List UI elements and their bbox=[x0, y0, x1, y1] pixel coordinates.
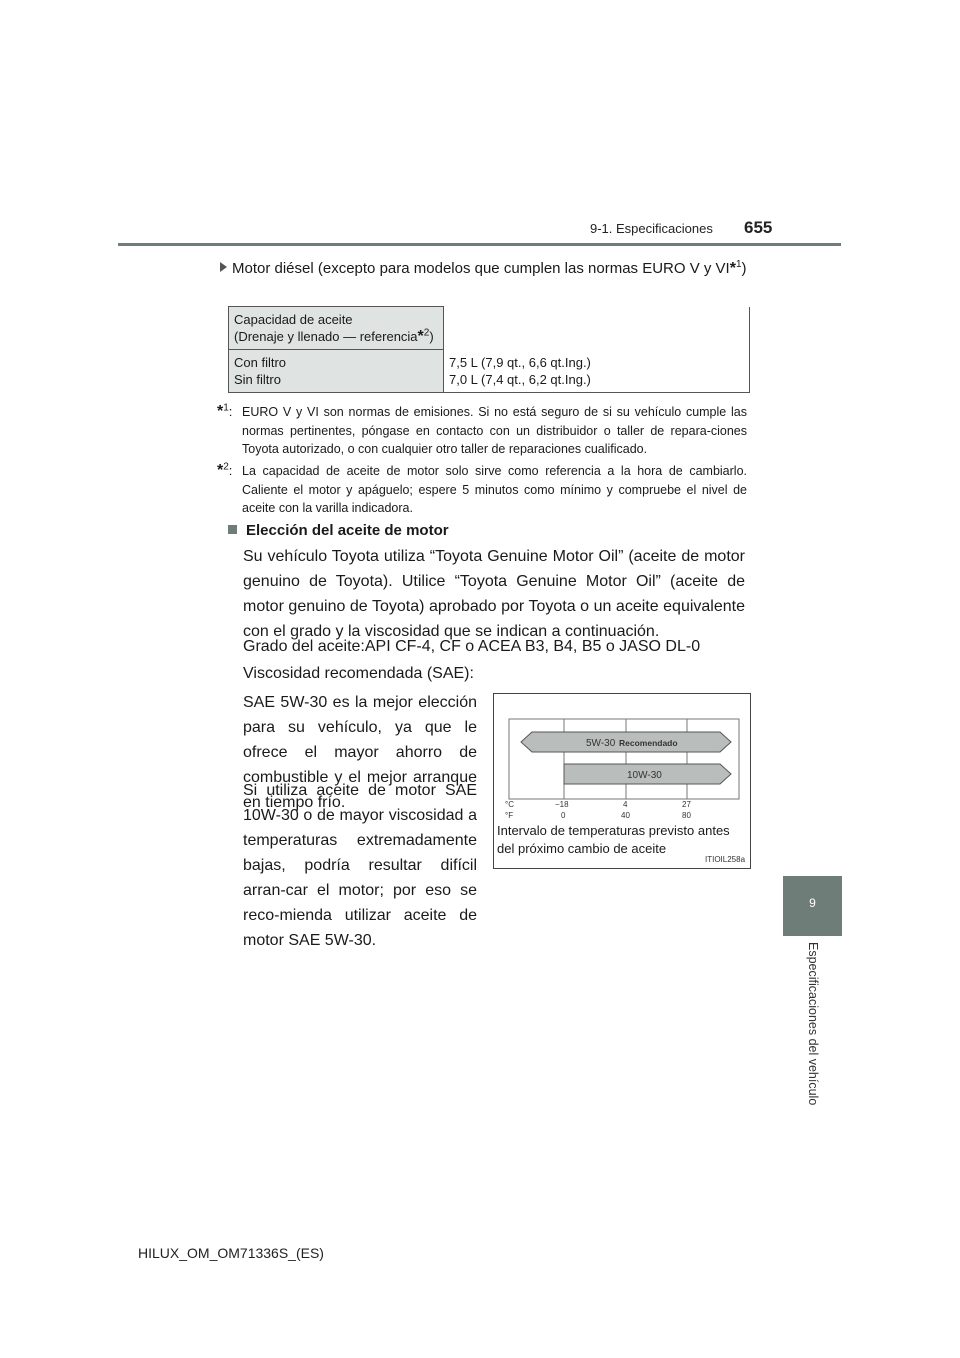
capacity-heading-line2: (Drenaje y llenado — referencia*$^2$) bbox=[234, 327, 434, 345]
page-number: 655 bbox=[744, 218, 773, 237]
footnote-1-text: EURO V y VI son normas de emisiones. Si no está seguro de si su vehículo cumple las normas pertinentes, póngase en contacto con un distribuidor o taller de repara-ciones Toyota autorizado, o con cualquier otro taller de reparaciones cualificado. bbox=[242, 405, 747, 456]
engine-bullet-text: Motor diésel (excepto para modelos que cumplen las normas EURO V y VI bbox=[232, 260, 730, 277]
viscosity-label: Viscosidad recomendada (SAE): bbox=[243, 665, 474, 682]
tick-f-80: 80 bbox=[682, 811, 691, 820]
capacity-label-without-filter: Sin filtro bbox=[234, 372, 281, 387]
running-header-section: 9-1. Especificaciones bbox=[590, 221, 713, 236]
capacity-value-with-filter: 7,5 L (7,9 qt., 6,6 qt.Ing.) bbox=[449, 354, 591, 370]
tick-c-4: 4 bbox=[623, 800, 628, 809]
chapter-tab-label: Especificaciones del vehículo bbox=[806, 942, 820, 1106]
intro-paragraph: Su vehículo Toyota utiliza “Toyota Genuine Motor Oil” (aceite de motor genuino de Toyota). Utilice “Toyota Genuine Motor Oil” (aceite de motor genuino de Toyota) aprobado por Toyota o un aceite equivalente con el grado y la viscosidad que se indican a continuación. bbox=[243, 548, 745, 640]
figure-caption: Intervalo de temperaturas previsto antes del próximo cambio de aceite bbox=[497, 823, 730, 856]
oil-grade: Grado del aceite:API CF-4, CF o ACEA B3, B4, B5 o JASO DL-0 bbox=[243, 638, 701, 655]
capacity-label-with-filter: Con filtro bbox=[234, 355, 287, 370]
unit-celsius: °C bbox=[505, 800, 514, 809]
oil-capacity-table bbox=[228, 306, 750, 393]
band-5w30-label: 5W-30 bbox=[586, 738, 616, 749]
chapter-tab-number: 9 bbox=[809, 896, 816, 910]
footnote-star: * bbox=[729, 260, 736, 277]
cold-note-paragraph: Si utiliza aceite de motor SAE 10W-30 o de mayor viscosidad a temperaturas extremadamente bajas, podría resultar difícil arran-car el motor; por eso se reco-mienda utilizar aceite de motor SAE 5W-30. bbox=[243, 782, 477, 949]
capacity-values-cell bbox=[444, 350, 750, 393]
section-square-icon bbox=[228, 525, 237, 534]
document-code: HILUX_OM_OM71336S_(ES) bbox=[138, 1245, 324, 1261]
capacity-heading-value bbox=[444, 307, 750, 350]
band-5w30-tag: Recomendado bbox=[619, 738, 678, 748]
footnote-2: *$^2$: La capacidad de aceite de motor solo sirve como referencia a la hora de cambiarlo. Caliente el motor y apáguelo; espere 5 minutos como mínimo y compruebe el nivel de aceite con la varilla indicadora. bbox=[217, 462, 747, 518]
footnote-2-text: La capacidad de aceite de motor solo sirve como referencia a la hora de cambiarlo. Caliente el motor y apáguelo; espere 5 minutos como mínimo y compruebe el nivel de aceite con la varilla indicadora. bbox=[242, 464, 747, 515]
best-choice-paragraph: SAE 5W-30 es la mejor elección para su vehículo, ya que le ofrece el mayor ahorro de combustible y el mejor arranque en tiempo frío. bbox=[243, 694, 477, 811]
section-title: Elección del aceite de motor bbox=[228, 522, 449, 539]
band-10w30-label: 10W-30 bbox=[627, 770, 662, 781]
footnote-ref: 1 bbox=[735, 259, 742, 270]
tick-c-minus18: −18 bbox=[555, 800, 569, 809]
tick-f-40: 40 bbox=[621, 811, 630, 820]
unit-fahrenheit: °F bbox=[505, 811, 514, 820]
capacity-labels-cell bbox=[229, 350, 444, 393]
capacity-value-without-filter: 7,0 L (7,4 qt., 6,2 qt.Ing.) bbox=[449, 371, 591, 387]
footnote-1: *$^1$: EURO V y VI son normas de emisiones. Si no está seguro de si su vehículo cumple las normas pertinentes, póngase en contacto con un distribuidor o taller de repara-ciones Toyota autorizado, o con cualquier otro taller de reparaciones cualificado. bbox=[217, 403, 747, 459]
bullet-arrow-icon bbox=[220, 262, 227, 272]
tick-f-0: 0 bbox=[561, 811, 566, 820]
capacity-heading-cell bbox=[229, 307, 444, 350]
tick-c-27: 27 bbox=[682, 800, 691, 809]
header-rule bbox=[118, 243, 841, 246]
engine-bullet bbox=[220, 257, 750, 281]
capacity-heading-line1: Capacidad de aceite bbox=[234, 312, 353, 327]
engine-bullet-close: ) bbox=[741, 260, 747, 277]
chart-frame bbox=[509, 719, 739, 799]
figure-code: ITIOIL258a bbox=[705, 855, 746, 864]
